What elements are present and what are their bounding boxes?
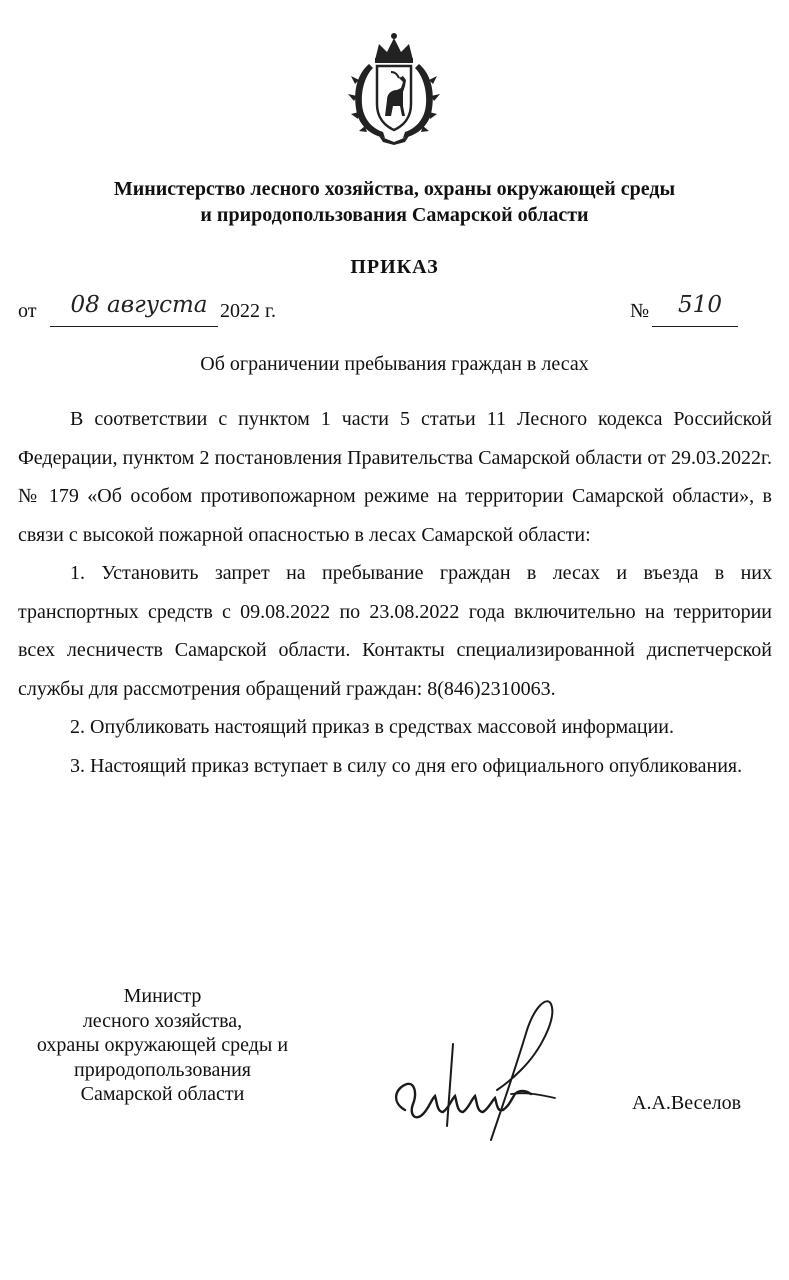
clause-2-paragraph: 2. Опубликовать настоящий приказ в средствах массовой информации. — [70, 716, 675, 738]
number-underline — [652, 326, 738, 327]
signatory-title-line: Министр — [123, 985, 202, 1007]
signatory-title — [10, 984, 315, 1107]
order-number — [630, 292, 770, 328]
clause-3-paragraph: 3. Настоящий приказ вступает в силу со дня его официального опубликования. — [70, 754, 743, 777]
ministry-line-2: и природопользования Самарской области — [200, 204, 589, 226]
date-year: 2022 г. — [220, 300, 276, 322]
ministry-line-1: Министерство лесного хозяйства, охраны окружающей среды — [113, 178, 676, 200]
signatory-name: А.А.Веселов — [632, 1092, 742, 1114]
number-prefix: № — [630, 300, 650, 322]
preamble-paragraph: В соответствии с пунктом 1 части 5 статьи 11 Лесного кодекса Российской Федерации, пунктом 2 постановления Правительства Самарской области от 29.03.2022г. № 179 «Об особом противопожарном режиме на территории Самарской области», в связи с высокой пожарной опасностью в лесах Самарской области: — [18, 408, 772, 546]
handwritten-number: 510 — [678, 292, 722, 318]
document-type-title: ПРИКАЗ — [350, 256, 439, 278]
handwritten-signature — [385, 990, 560, 1150]
signatory-title-line: охраны окружающей среды и — [36, 1034, 289, 1056]
signatory-title-line: лесного хозяйства, — [82, 1009, 243, 1032]
date-underline — [50, 326, 218, 327]
samara-coat-of-arms-icon — [345, 30, 443, 145]
handwritten-date: 08 августа — [70, 292, 208, 318]
clause-1-paragraph: 1. Установить запрет на пребывание граждан в лесах и въезда в них транспортных средств с 09.08.2022 по 23.08.2022 года включительно на территории всех лесничеств Самарской области. Контакты специализированной диспетчерской службы для рассмотрения обращений граждан: 8(846)2310063. — [18, 562, 772, 700]
ministry-name — [40, 176, 749, 228]
order-subject: Об ограничении пребывания граждан в лесах — [200, 353, 589, 375]
signatory-title-line: природопользования — [74, 1058, 251, 1081]
date-prefix: от — [18, 300, 37, 322]
signatory-title-line: Самарской области — [80, 1083, 245, 1105]
order-body — [18, 400, 772, 785]
order-date — [18, 292, 318, 328]
